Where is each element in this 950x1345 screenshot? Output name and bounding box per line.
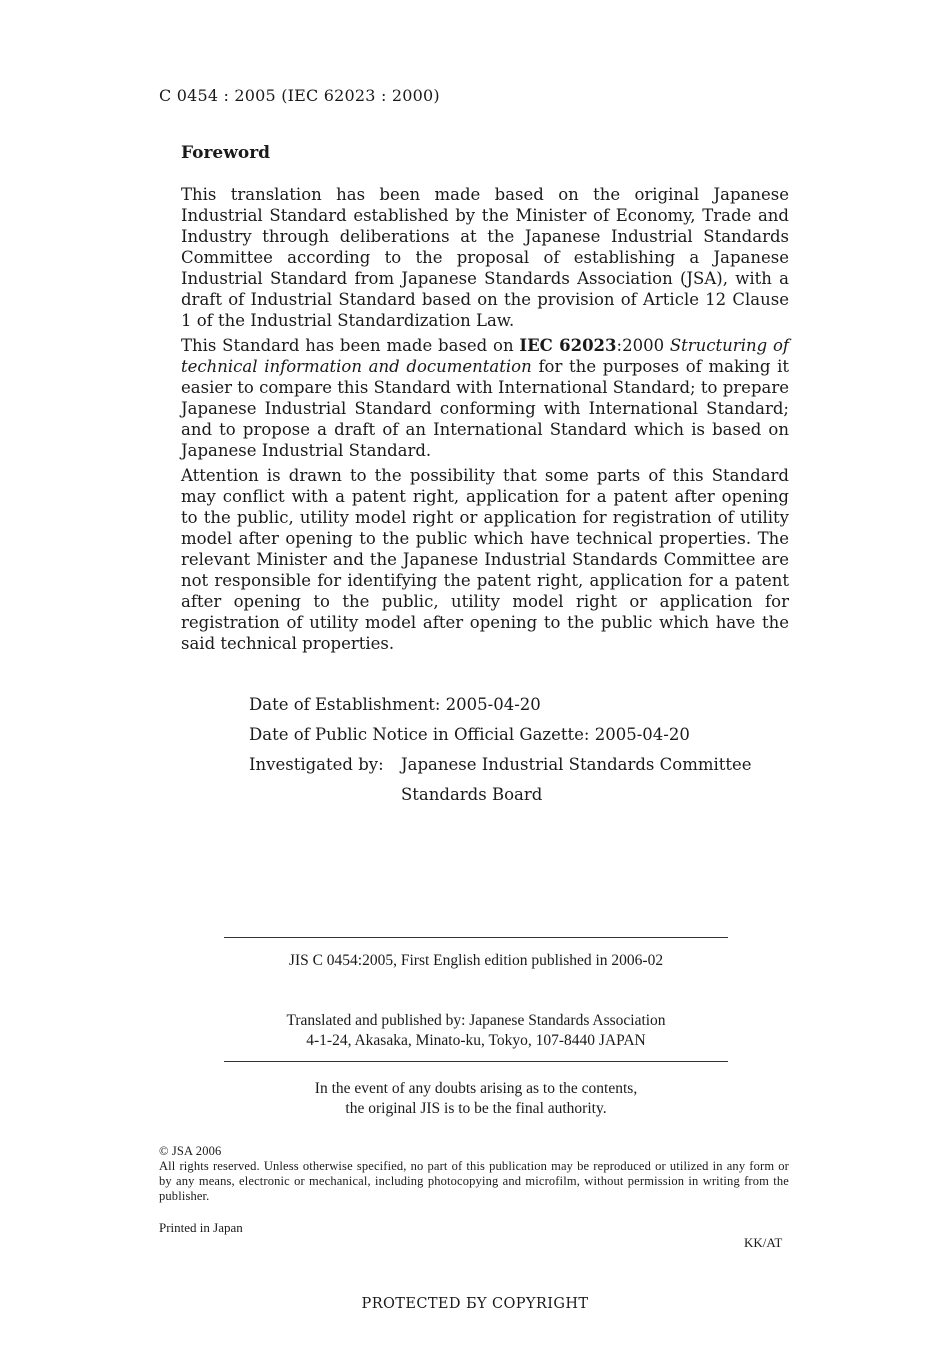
protected-watermark: PROTECTED БY COPYRIGHT (361, 1296, 589, 1312)
publisher-address: 4-1-24, Akasaka, Minato-ku, Tokyo, 107-8440 JAPAN (306, 1032, 646, 1049)
edition-info: JIS C 0454:2005, First English edition published in 2006-02 (288, 952, 664, 969)
publisher-line-1: Translated and published by: Japanese Standards Association (286, 1012, 666, 1029)
print-code: KK/AT (744, 1235, 783, 1250)
p2-standard-id: IEC 62023 (519, 336, 617, 355)
investigated-label: Investigated by: (249, 755, 384, 774)
p2-standard-title: Structuring of technical information and documentation (181, 336, 789, 376)
copyright-notice (159, 1144, 789, 1204)
investigated-committee: Japanese Industrial Standards Committee (401, 755, 752, 774)
investigated-by (249, 750, 752, 810)
investigated-value (401, 750, 752, 810)
p2-prefix: This Standard has been made based on (181, 336, 520, 355)
foreword-heading: Foreword (181, 143, 271, 163)
document-code: C 0454 : 2005 (IEC 62023 : 2000) (159, 86, 440, 105)
copyright-line: © JSA 2006 (159, 1144, 222, 1158)
publisher-info (224, 1011, 728, 1051)
foreword-body (181, 184, 789, 658)
foreword-paragraph-3: Attention is drawn to the possibility that some parts of this Standard may conflict with a patent right, application for a patent after opening to the public, utility model right or application for registration of utility model after opening to the public which have technical properties. The relevant Minister and the Japanese Industrial Standards Committee are not responsible for identifying the patent right, application for a patent after opening to the public, utility model right or application for registration of utility model after opening to the public which have the said technical properties. (181, 466, 789, 653)
foreword-paragraph-2 (181, 335, 789, 461)
foreword-paragraph-1: This translation has been made based on the original Japanese Industrial Standard established by the Minister of Economy, Trade and Industry through deliberations at the Japanese Industrial Standards Committee according to the proposal of establishing a Japanese Industrial Standard from Japanese Standards Association (JSA), with a draft of Industrial Standard based on the provision of Article 12 Clause 1 of the Industrial Standardization Law. (181, 185, 789, 330)
top-divider (224, 937, 728, 938)
p2-rest: for the purposes of making it easier to compare this Standard with International Standard; to prepare Japanese Industrial Standard conforming with International Standard; and to propose a draft of an International Standard which is based on Japanese Industrial Standard. (181, 357, 790, 460)
authority-line-2: the original JIS is to be the final authority. (345, 1100, 607, 1117)
authority-line-1: In the event of any doubts arising as to the contents, (314, 1080, 638, 1097)
p2-year: :2000 (616, 336, 670, 355)
printed-in: Printed in Japan (159, 1220, 243, 1235)
rights-reserved-text: All rights reserved. Unless otherwise specified, no part of this publication may be reproduced or utilized in any form or by any means, electronic or mechanical, including photocopying and microfilm, without permission in writing from the publisher. (159, 1159, 789, 1203)
date-of-establishment: Date of Establishment: 2005-04-20 (249, 695, 541, 714)
dates-block (249, 690, 752, 810)
bottom-divider (224, 1061, 728, 1062)
date-of-public-notice: Date of Public Notice in Official Gazette: 2005-04-20 (249, 725, 690, 744)
authority-note (224, 1079, 728, 1119)
investigated-board: Standards Board (401, 785, 543, 804)
